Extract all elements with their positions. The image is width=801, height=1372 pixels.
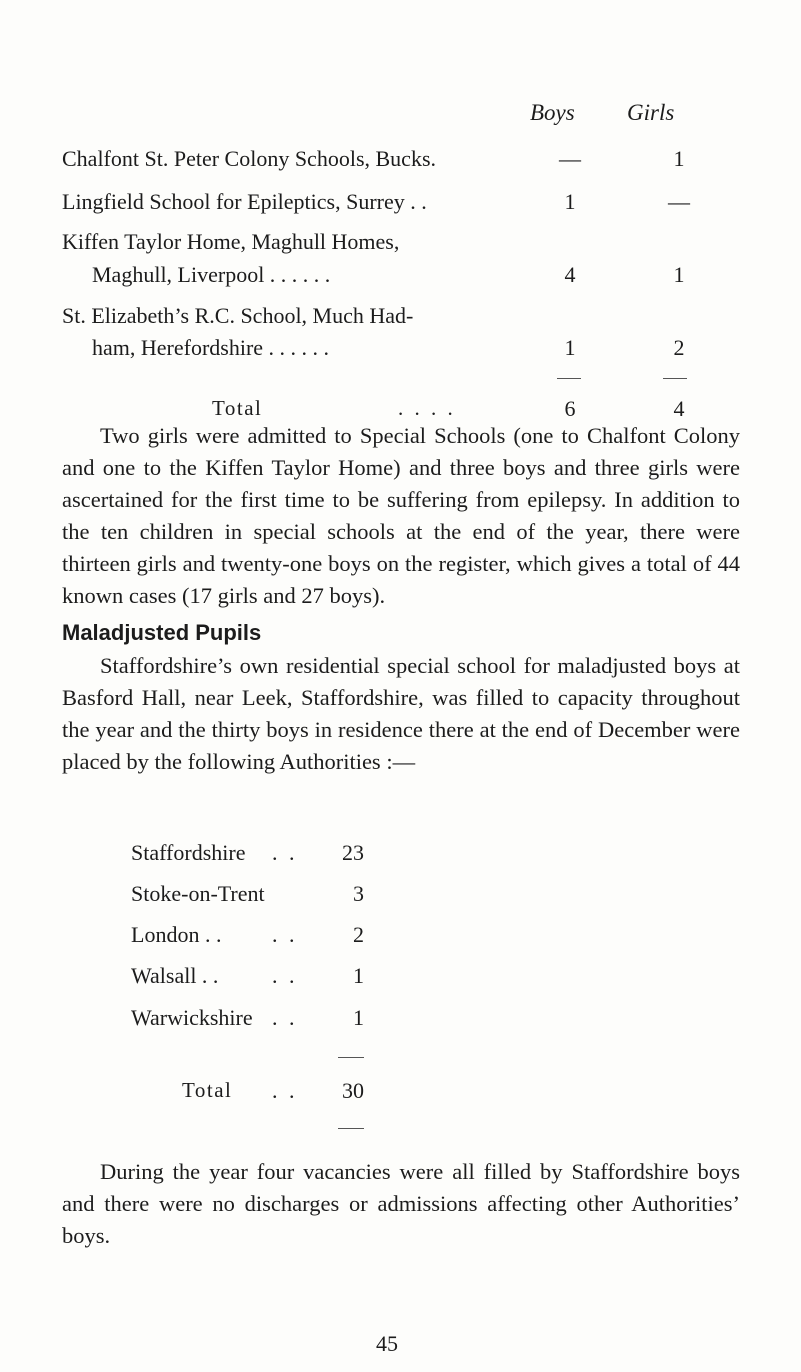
authority-name: London . . [131, 922, 222, 947]
total-label: Total [212, 396, 263, 420]
total-leader-dots: . . . . [398, 396, 456, 420]
authority-count: 2 [353, 922, 364, 947]
paragraph-basford: Staffordshire’s own residential special school for maladjusted boys at Basford Hall, near Leek, Staffordshire, was filled to capacity throughout the year and the thirty boys in residence there at the end of December were placed by the following Authorities :— [62, 653, 740, 774]
sum-rule [338, 1128, 364, 1129]
school-name: Lingfield School for Epileptics, Surrey . . [62, 189, 427, 214]
paragraph-epilepsy: Two girls were admitted to Special Schools (one to Chalfont Colony and one to the Kiffen Taylor Home) and three boys and three girls were ascertained for the first time to be suffering from epilepsy. In addition to the ten children in special schools at the end of the year, there were thirteen girls and twenty-one boys on the register, which gives a total of 44 known cases (17 girls and 27 boys). [62, 423, 740, 608]
leader-dots: . . [272, 922, 298, 947]
page-number: 45 [376, 1331, 398, 1356]
school-name-continued: ham, Herefordshire . . . . . . [92, 335, 330, 360]
leader-dots: . . [272, 840, 298, 865]
total-girls: 4 [673, 396, 685, 421]
total-label: Total [182, 1078, 233, 1102]
school-name: St. Elizabeth’s R.C. School, Much Had- [62, 303, 414, 328]
girls-count: 1 [673, 146, 685, 171]
sum-rule [338, 1057, 364, 1058]
boys-count: 1 [564, 335, 576, 360]
girls-count: 1 [673, 262, 685, 287]
authority-count: 23 [342, 840, 364, 865]
authority-name: Staffordshire [131, 840, 246, 865]
authority-name: Stoke-on-Trent [131, 881, 265, 906]
authority-count: 1 [353, 963, 364, 988]
leader-dots: . . [272, 1005, 298, 1030]
boys-count: 4 [564, 262, 576, 287]
school-name: Chalfont St. Peter Colony Schools, Bucks. [62, 146, 436, 171]
boys-count: 1 [564, 189, 576, 214]
leader-dots: . . [272, 963, 298, 988]
column-header-boys: Boys [530, 100, 575, 125]
authority-count: 3 [353, 881, 364, 906]
total-boys: 6 [564, 396, 576, 421]
school-name: Kiffen Taylor Home, Maghull Homes, [62, 229, 400, 254]
sum-rule [557, 378, 581, 379]
leader-dots: . . [272, 1078, 298, 1103]
paragraph-vacancies: During the year four vacancies were all filled by Staffordshire boys and there were no discharges or admissions affecting other Authorities’ boys. [62, 1159, 740, 1248]
column-header-girls: Girls [627, 100, 675, 125]
girls-count: 2 [673, 335, 685, 360]
sum-rule [663, 378, 687, 379]
authority-count: 1 [353, 1005, 364, 1030]
boys-count: — [559, 146, 581, 171]
total-count: 30 [342, 1078, 364, 1103]
authority-name: Warwickshire [131, 1005, 253, 1030]
girls-count: — [668, 189, 690, 214]
authority-name: Walsall . . [131, 963, 219, 988]
section-heading: Maladjusted Pupils [62, 620, 262, 645]
school-name-continued: Maghull, Liverpool . . . . . . [92, 262, 331, 287]
